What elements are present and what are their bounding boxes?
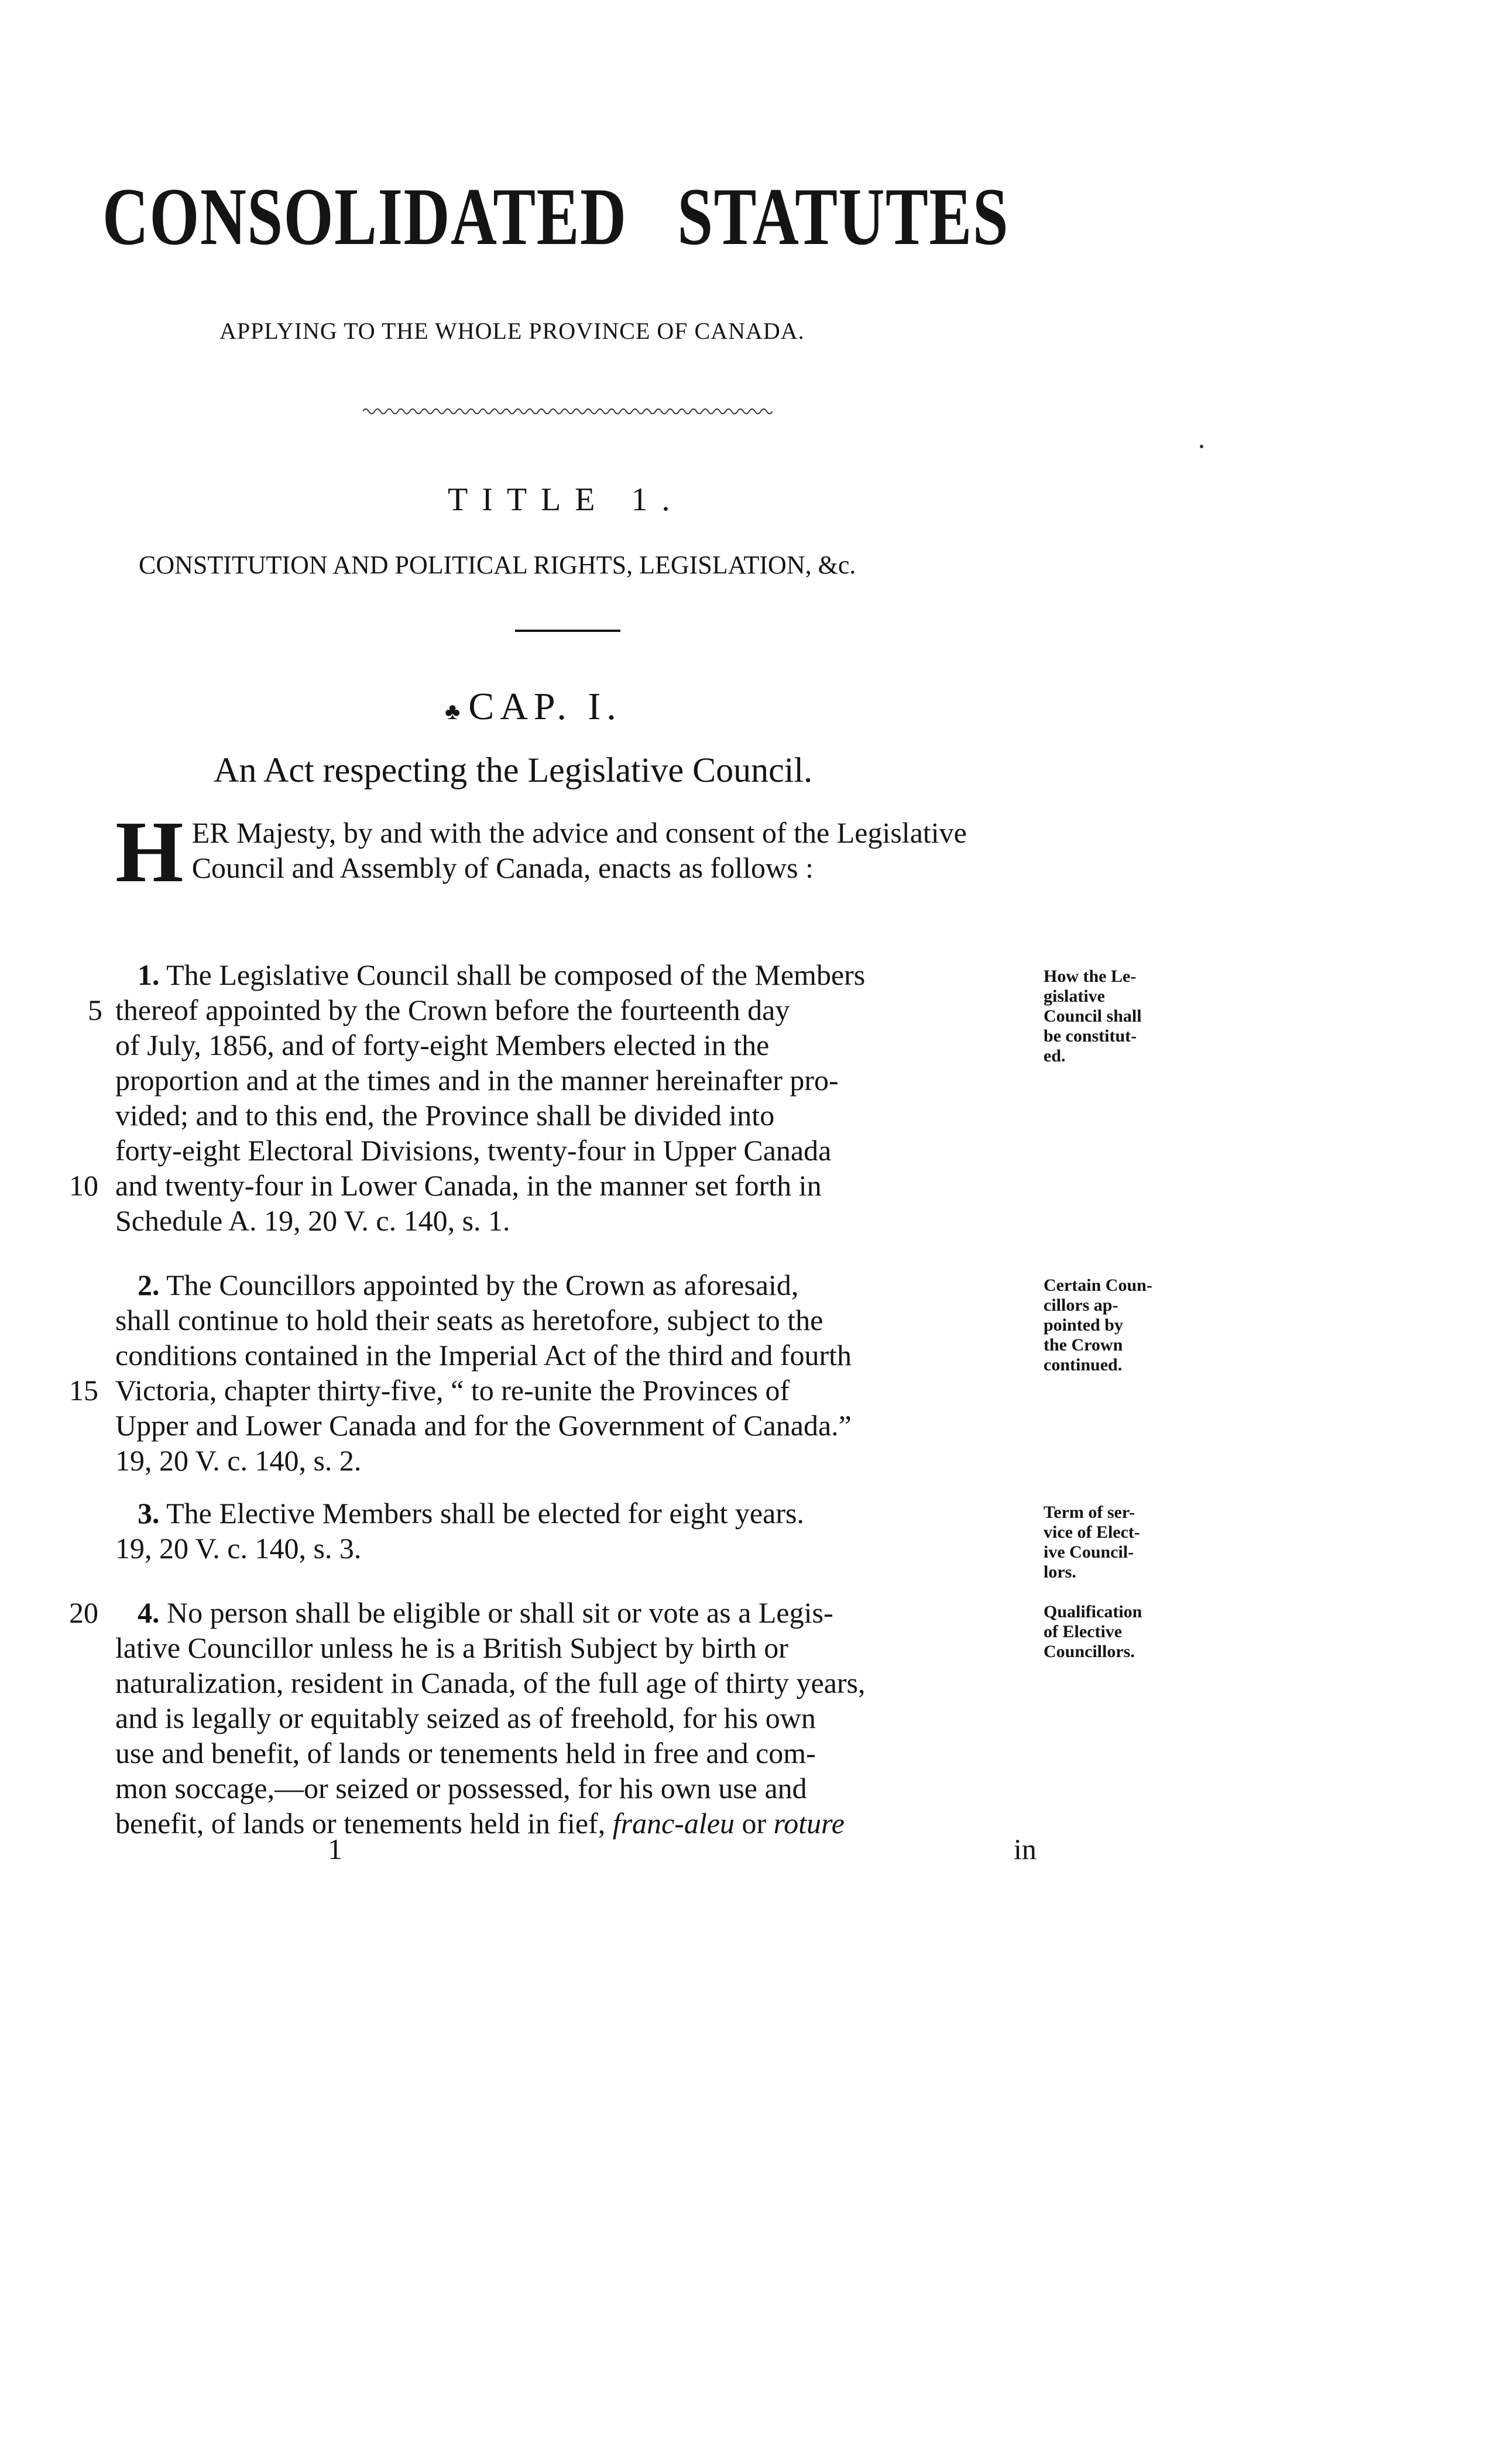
preamble-text: ER Majesty, by and with the advice and consent of the Legislative Council and Assembly of Canada, enacts as follows : <box>191 816 967 884</box>
section-2-line-5: Upper and Lower Canada and for the Government of Canada.” <box>115 1409 852 1442</box>
line-number-15: 15 <box>69 1374 98 1407</box>
section-4-line-7: benefit, of lands or tenements held in fief, franc-aleu or roture <box>115 1807 845 1840</box>
line-number-5: 5 <box>88 994 102 1026</box>
document-subtitle: APPLYING TO THE WHOLE PROVINCE OF CANADA. <box>219 318 805 344</box>
section-4-number: 4. <box>138 1596 160 1629</box>
section-4-line-3: naturalization, resident in Canada, of the full age of thirty years, <box>115 1666 866 1699</box>
title-word-consolidated: CONSOLIDATED <box>102 171 627 262</box>
line-number-20: 20 <box>69 1596 98 1629</box>
section-4-line-5: use and benefit, of lands or tenements held in free and com- <box>115 1737 816 1769</box>
preamble <box>115 803 1031 901</box>
section-2-number: 2. <box>138 1269 160 1301</box>
wavy-rule-ornament <box>363 405 773 417</box>
chapter-number: CAP. I. <box>468 685 622 728</box>
ink-mark-icon: ♣ <box>445 698 466 724</box>
section-2-line-6: 19, 20 V. c. 140, s. 2. <box>115 1444 362 1477</box>
title-number: TITLE 1. <box>448 482 684 518</box>
section-4-line-2: lative Councillor unless he is a British Subject by birth or <box>115 1631 788 1664</box>
marginal-note-section-1: How the Le- gislative Council shall be constitut- ed. <box>1044 967 1142 1066</box>
section-1-line-4: proportion and at the times and in the manner hereinafter pro- <box>115 1064 839 1097</box>
marginal-note-section-4: Qualification of Elective Councillors. <box>1044 1602 1142 1661</box>
document-title <box>102 170 1009 264</box>
catchword: in <box>1014 1833 1037 1865</box>
marginal-note-section-3: Term of ser- vice of Elect- ive Council- lors. <box>1044 1503 1140 1582</box>
section-2-line-4: Victoria, chapter thirty-five, “ to re-unite the Provinces of <box>115 1374 790 1407</box>
section-1-line-1: 1. The Legislative Council shall be composed of the Members <box>138 958 866 991</box>
printer-mark <box>1200 445 1203 448</box>
act-title: An Act respecting the Legislative Council. <box>214 751 813 789</box>
title-subject: CONSTITUTION AND POLITICAL RIGHTS, LEGISLATION, &c. <box>139 551 856 579</box>
section-4-line-1: 4. No person shall be eligible or shall sit or vote as a Legis- <box>138 1596 833 1629</box>
drop-cap: H <box>115 803 184 901</box>
section-1-number: 1. <box>138 958 160 991</box>
section-1-line-2: thereof appointed by the Crown before the fourteenth day <box>115 994 790 1026</box>
marginal-note-section-2: Certain Coun- cillors ap- pointed by the Crown continued. <box>1044 1276 1152 1374</box>
section-1-line-7: and twenty-four in Lower Canada, in the manner set forth in <box>115 1169 822 1202</box>
section-3-number: 3. <box>138 1497 160 1530</box>
section-3-line-1: 3. The Elective Members shall be elected for eight years. <box>138 1497 804 1530</box>
section-divider <box>515 630 620 632</box>
section-4-line-4: and is legally or equitably seized as of freehold, for his own <box>115 1702 816 1734</box>
section-1-line-3: of July, 1856, and of forty-eight Members elected in the <box>115 1029 770 1061</box>
line-number-10: 10 <box>69 1169 98 1202</box>
chapter-heading <box>445 685 622 729</box>
section-1-line-6: forty-eight Electoral Divisions, twenty-four in Upper Canada <box>115 1134 832 1167</box>
title-word-statutes: STATUTES <box>677 171 1010 262</box>
section-2-line-3: conditions contained in the Imperial Act of the third and fourth <box>115 1339 852 1372</box>
section-1-line-5: vided; and to this end, the Province shall be divided into <box>115 1099 775 1132</box>
section-4-line-6: mon soccage,—or seized or possessed, for his own use and <box>115 1772 807 1805</box>
section-3-line-2: 19, 20 V. c. 140, s. 3. <box>115 1532 362 1565</box>
page-number: 1 <box>328 1833 342 1865</box>
section-2-line-1: 2. The Councillors appointed by the Crown as aforesaid, <box>138 1269 799 1301</box>
section-1-line-8: Schedule A. 19, 20 V. c. 140, s. 1. <box>115 1204 510 1237</box>
section-2-line-2: shall continue to hold their seats as heretofore, subject to the <box>115 1304 823 1336</box>
